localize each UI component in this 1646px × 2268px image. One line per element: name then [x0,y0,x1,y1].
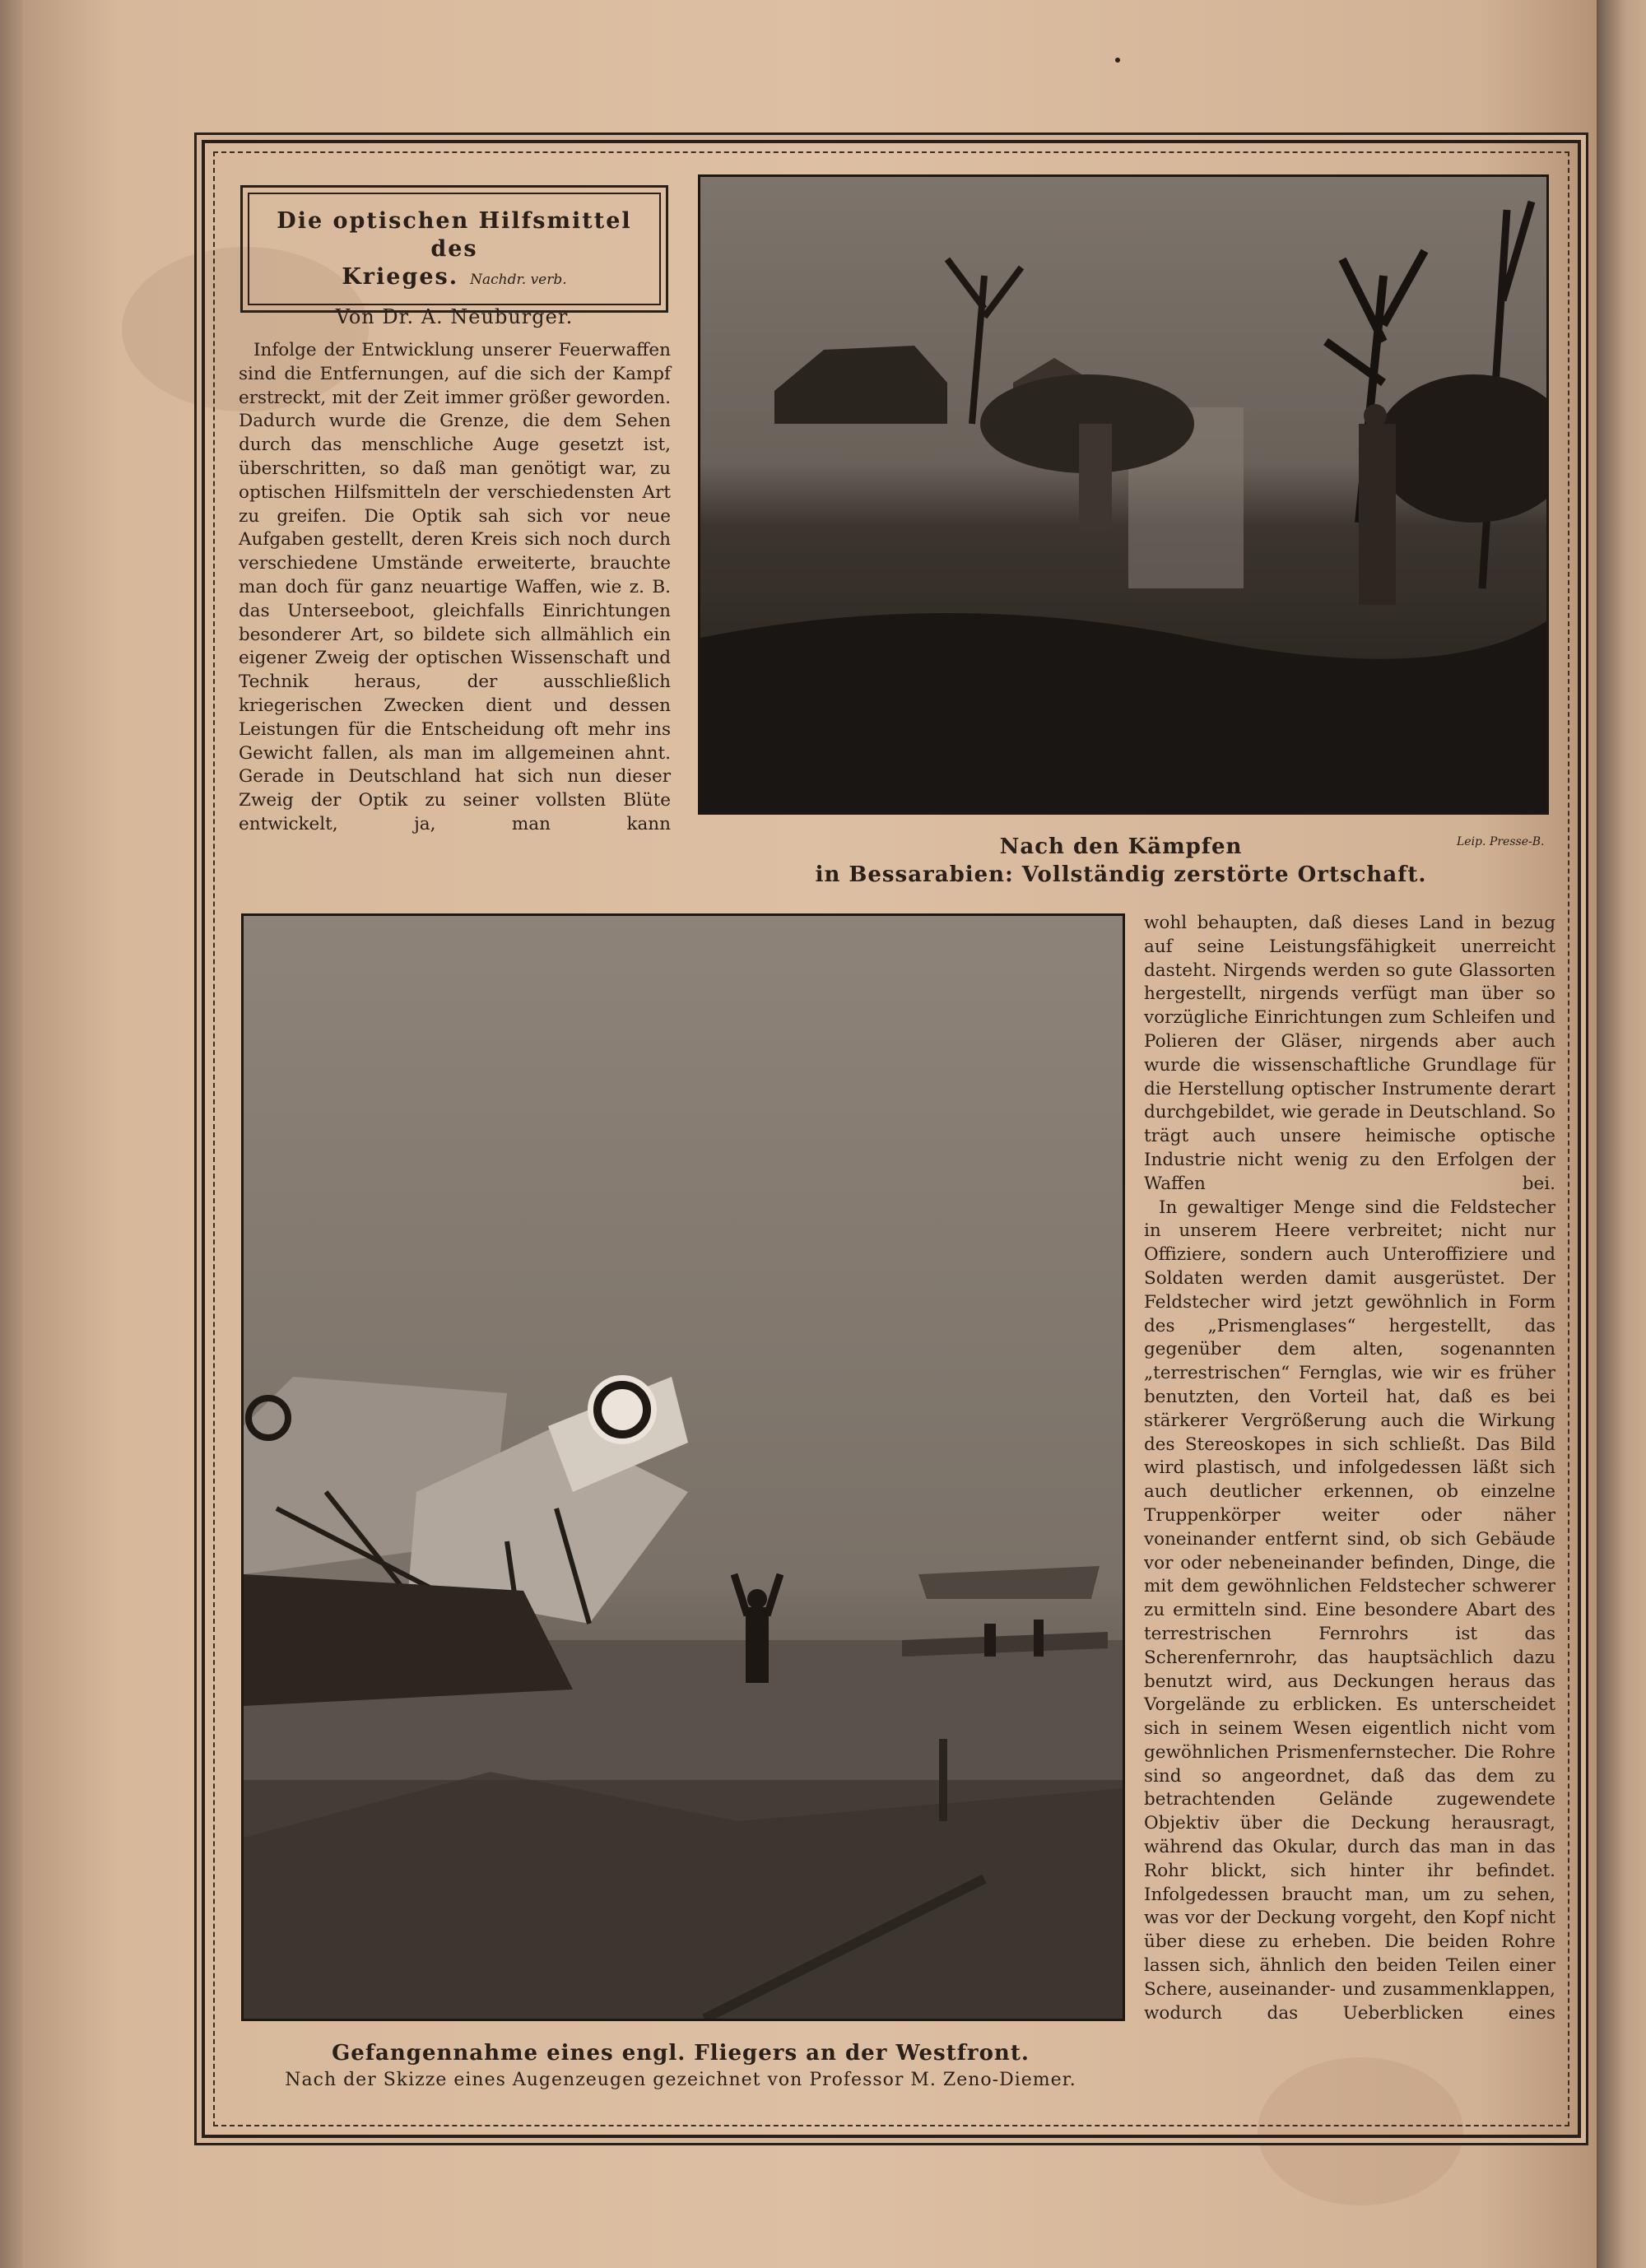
article-author: Von Dr. A. Neuburger. [335,305,574,328]
right-text-column [1144,912,1555,2025]
destroyed-village-image [700,177,1546,812]
article-title-box [240,185,668,328]
photo-top-caption-line2: in Bessarabien: Vollständig zerstörte Ortschaft. [815,862,1427,887]
photo-plane-capture [241,913,1125,2021]
article-title-line1: Die optischen Hilfsmittel des [277,208,632,262]
right-paragraph-1: wohl behaupten, daß dieses Land in bezug auf seine Leistungsfähigkeit unerreicht dasteht. Nirgends werden so gute Glassorten hergestellt, nirgends verfügt man über so vorzügliche Einrichtungen zum Schleifen und Polieren der Gläser, nirgends aber auch wurde die wissenschaftliche Grundlage für die Herstellung optischer Instrumente derart durchgebildet, wie gerade in Deutschland. So trägt auch unsere heimische optische Industrie nicht wenig zu den Erfolgen der Waffen bei. [1144,913,1555,1194]
photo-top-caption-line1: Nach den Kämpfen [999,834,1243,859]
article-title [249,207,659,294]
photo-big-caption-line1: Gefangennahme eines engl. Fliegers an der Westfront. [332,2041,1030,2066]
ink-dot [1115,58,1120,63]
plane-capture-image [244,916,1123,2019]
book-spine [1597,0,1646,2268]
photo-big-caption-line2: Nach der Skizze eines Augenzeugen gezeichnet von Professor M. Zeno-Diemer. [285,2070,1076,2090]
reprint-note: Nachdr. verb. [470,272,567,288]
photo-credit: Leip. Presse-B. [1457,835,1545,848]
left-paragraph-1: Infolge der Entwicklung unserer Feuerwaffen sind die Entfernungen, auf die sich der Kampf erstreckt, mit der Zeit immer größer geworden. Dadurch wurde die Grenze, die dem Sehen durch das menschliche Auge gesetzt ist, überschritten, so daß man genötigt war, zu optischen Hilfsmitteln der verschiedensten Art zu greifen. Die Optik sah sich vor neue Aufgaben gestellt, deren Kreis sich noch durch verschiedene Umstände erweiterte, brauchte man doch für ganz neuartige Waffen, wie z. B. das Unterseeboot, gleichfalls Einrichtungen besonderer Art, so bildete sich allmählich ein eigener Zweig der optischen Wissenschaft und Technik heraus, der ausschließlich kriegerischen Zwecken dient und dessen Leistungen für die Entscheidung oft mehr ins Gewicht fallen, als man im allgemeinen ahnt. Gerade in Deutschland hat sich nun dieser Zweig der Optik zu seiner vollsten Blüte entwickelt, ja, man kann [239,340,671,834]
photo-top-caption [698,833,1544,889]
article-title-line2: Krieges. [342,264,459,290]
photo-big-caption [241,2039,1120,2094]
right-paragraph-2: In gewaltiger Menge sind die Feldstecher in unserem Heere verbreitet; nicht nur Offiziere, sondern auch Unteroffiziere und Soldaten werden damit ausgerüstet. Der Feldstecher wird jetzt gewöhnlich in Form des „Prismenglases“ hergestellt, das gegenüber dem alten, sogenannten „terrestrischen“ Fernglas, wie wir es früher benutzten, den Vorteil hat, daß es bei stärkerer Vergrößerung auch die Wirkung des Stereoskopes in sich schließt. Das Bild wird plastisch, und infolgedessen läßt sich auch deutlicher erkennen, ob einzelne Truppenkörper weiter oder näher voneinander entfernt sind, ob sich Gebäude vor oder nebeneinander befinden, Dinge, die mit dem gewöhnlichen Feldstecher schwerer zu ermitteln sind. Eine besondere Abart des terrestrischen Fernrohrs ist das Scherenfernrohr, das hauptsächlich dazu benutzt wird, aus Deckungen heraus das Vorgelände zu erblicken. Es unterscheidet sich in seinem Wesen eigentlich nicht vom gewöhnlichen Prismenfernstecher. Die Rohre sind so angeordnet, daß das dem zu betrachtenden Gelände zugewendete Objektiv über die Deckung herausragt, während das Okular, durch das man in das Rohr blickt, sich hinter ihr befindet. Infolgedessen braucht man, um zu sehen, was vor der Deckung vorgeht, den Kopf nicht über diese zu erheben. Die beiden Rohre lassen sich, ähnlich den beiden Teilen einer Schere, auseinander- und zusammenklappen, wodurch das Ueberblicken eines [1144,1197,1555,2024]
photo-destroyed-village [698,174,1549,815]
left-text-column [239,339,671,837]
article-title-box-inner [248,193,661,328]
